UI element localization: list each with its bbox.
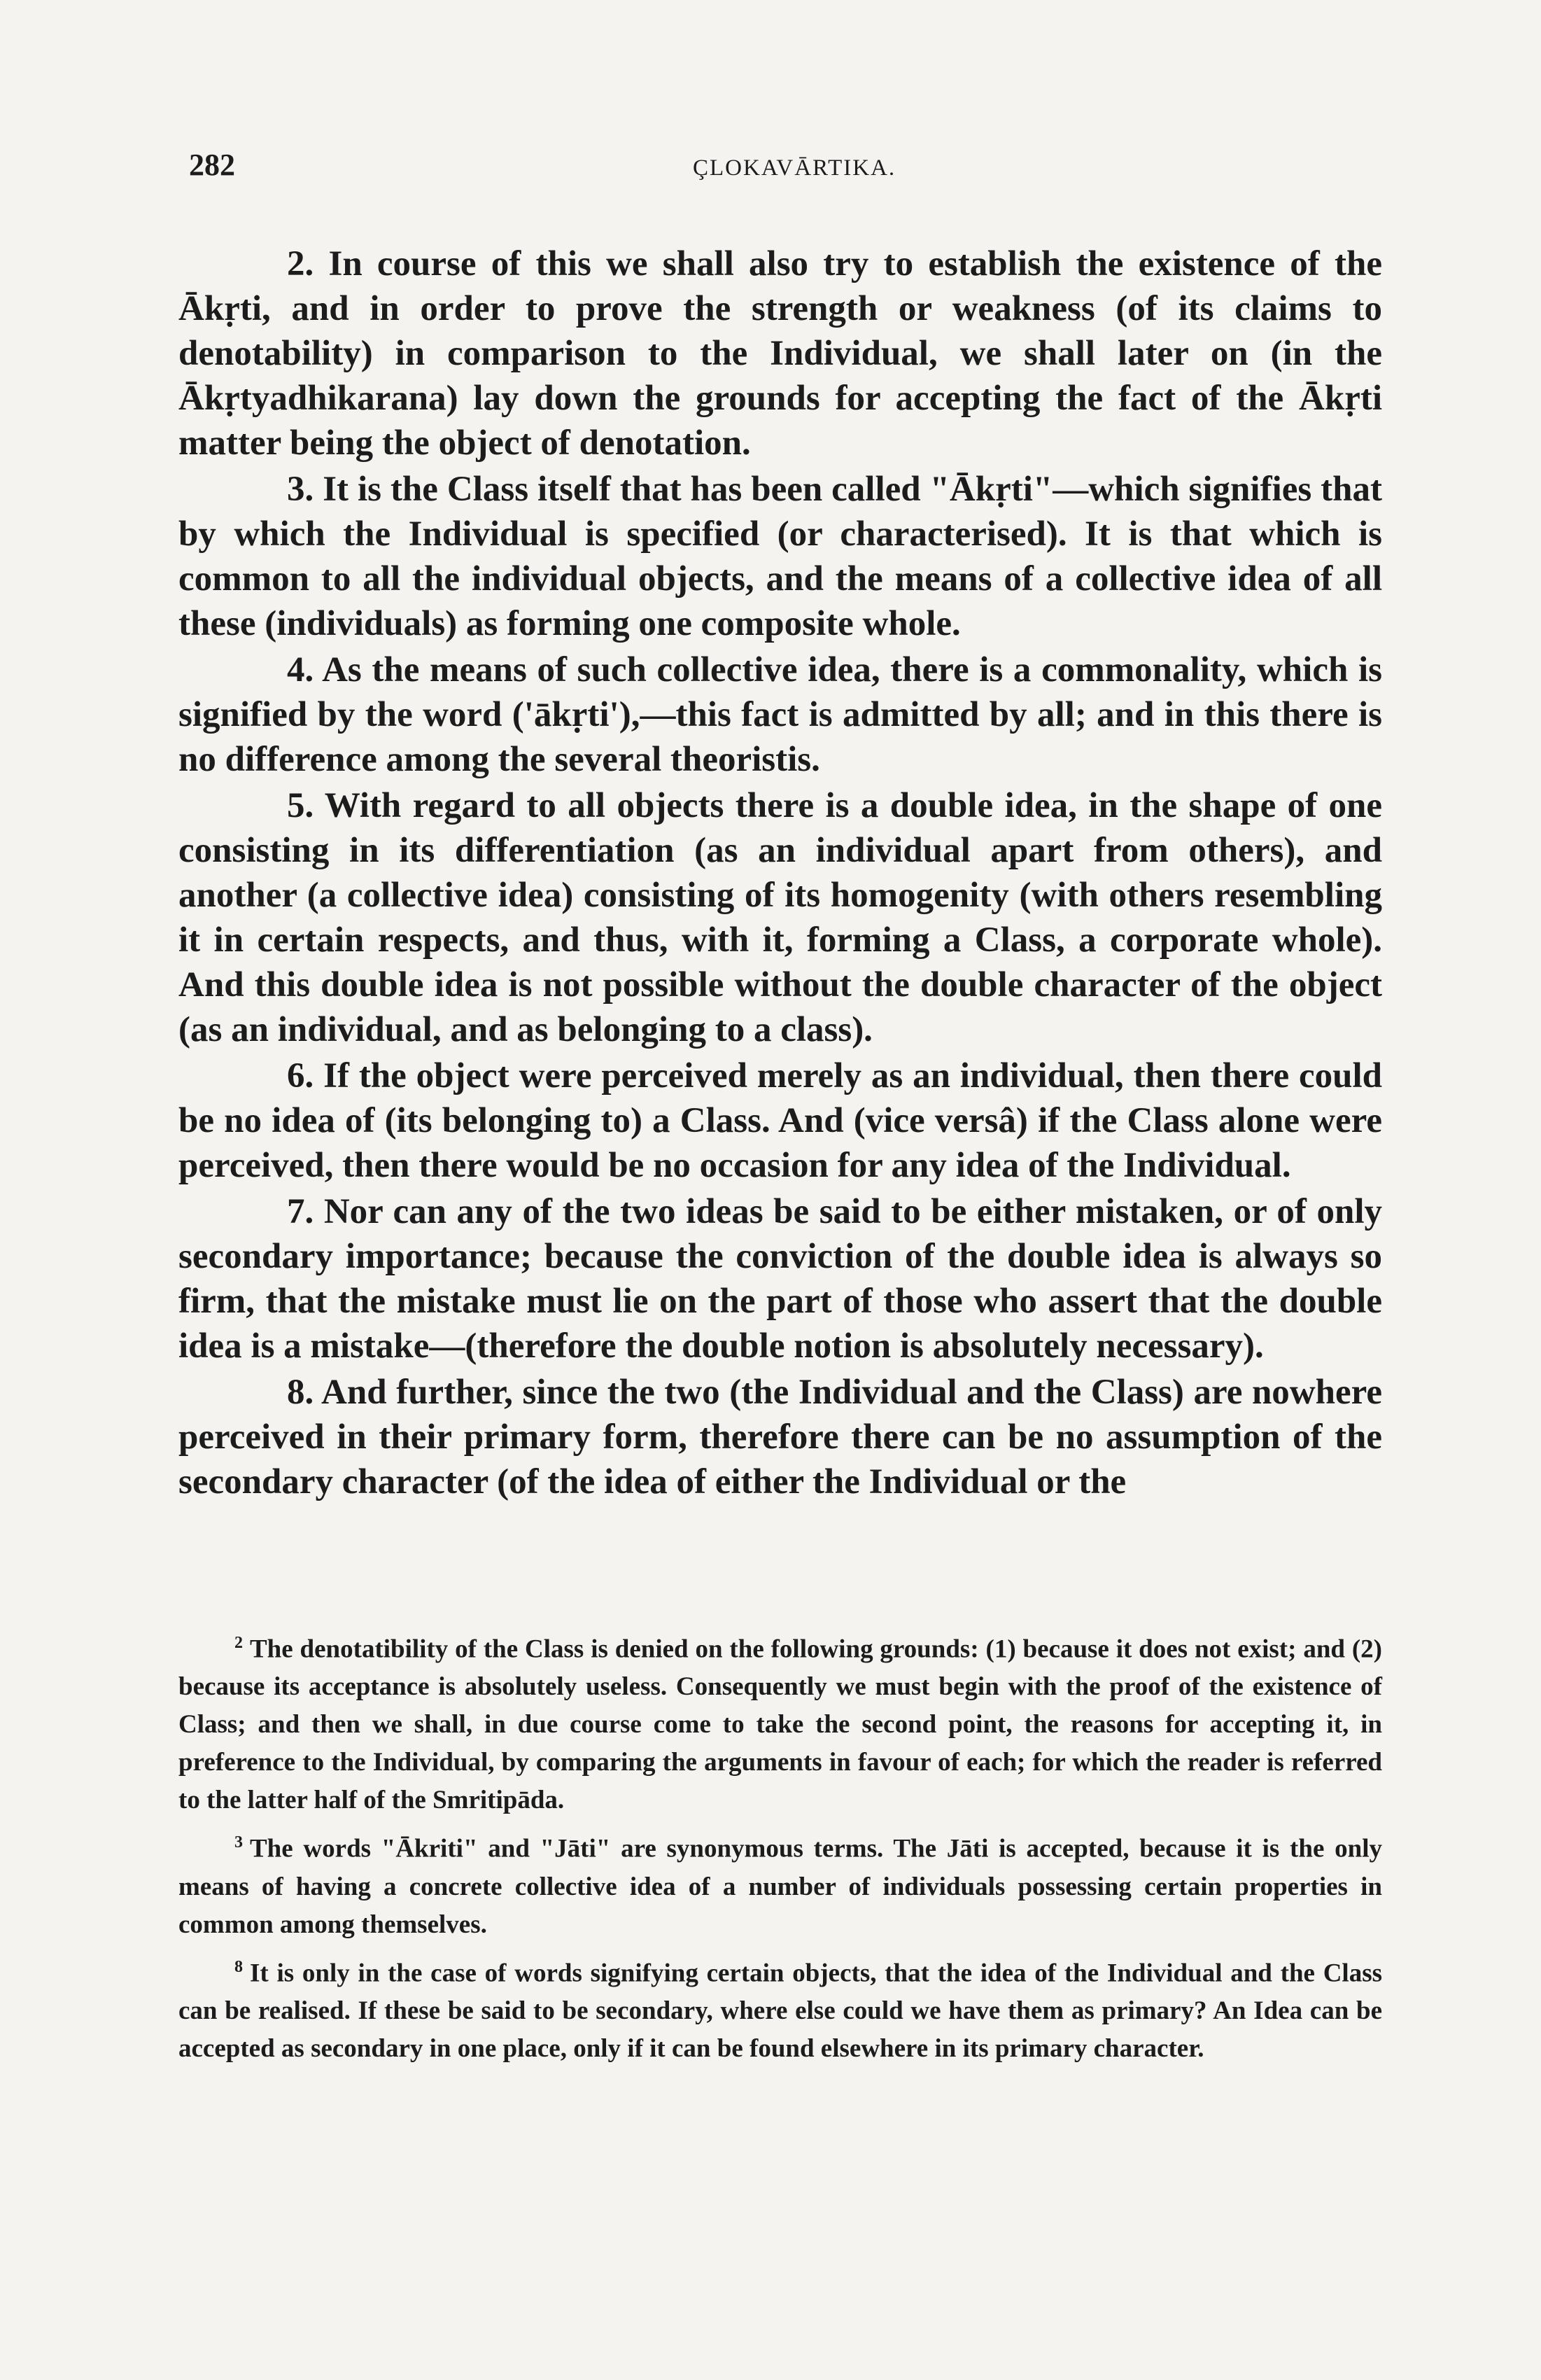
footnote bbox=[178, 1624, 1382, 1819]
paragraph-2: 2. In course of this we shall also try to establish the existence of the Ākṛti, and in order to prove the strength or weakness (of its claims to denotability) in comparison to the Individual, we shall later on (in the Ākṛtyadhikarana) lay down the grounds for accepting the fact of the Ākṛti matter being the object of denotation. bbox=[178, 244, 1382, 463]
paragraph-8: 8. And further, since the two (the Individual and the Class) are nowhere perceived in their primary form, therefore there can be no assumption of the secondary character (of the idea of either the Individual or the bbox=[178, 1373, 1382, 1502]
footnote bbox=[178, 1823, 1382, 1943]
running-head: ÇLOKAVĀRTIKA. bbox=[693, 155, 896, 181]
main-text bbox=[178, 241, 1382, 1504]
page-number: 282 bbox=[189, 148, 235, 182]
footnote-text: It is only in the case of words signifying certain objects, that the idea of the Individual and the Class can be realised. If these be said to be secondary, where else could we have them as primary? An Idea can be accepted as secondary in one place, only if it can be found elsewhere in its primary character. bbox=[178, 1958, 1382, 2063]
footnote-marker: 2 bbox=[234, 1634, 243, 1652]
paragraph-7: 7. Nor can any of the two ideas be said to be either mistaken, or of only secondary importance; because the conviction of the double idea is always so firm, that the mistake must lie on the part of those who assert that the double idea is a mistake—(therefore the double notion is absolutely necessary). bbox=[178, 1192, 1382, 1366]
footnote-text: The words "Ākriti" and "Jāti" are synonymous terms. The Jāti is accepted, because it is the only means of having a concrete collective idea of a number of individuals possessing certain properties in common among themselves. bbox=[178, 1834, 1382, 1939]
footnote-marker: 3 bbox=[234, 1833, 243, 1852]
paragraph-4: 4. As the means of such collective idea, there is a commonality, which is signified by the word ('ākṛti'),—this fact is admitted by all; and in this there is no difference among the several theoristis. bbox=[178, 650, 1382, 779]
page-header bbox=[189, 147, 1379, 196]
paragraph-5: 5. With regard to all objects there is a double idea, in the shape of one consisting in its differentiation (as an individual apart from others), and another (a collective idea) consisting of its homogenity (with others resembling it in certain respects, and thus, with it, forming a Class, a corporate whole). And this double idea is not possible without the double character of the object (as an individual, and as belonging to a class). bbox=[178, 786, 1382, 1049]
footnote bbox=[178, 1948, 1382, 2068]
paragraph-3: 3. It is the Class itself that has been called "Ākṛti"—which signifies that by which the Individual is specified (or characterised). It is that which is common to all the individual objects, and the means of a collective idea of all these (individuals) as forming one composite whole. bbox=[178, 470, 1382, 643]
footnote-text: The denotatibility of the Class is denied on the following grounds: (1) because it does not exist; and (2) because its acceptance is absolutely useless. Consequently we must begin with the proof of the existence of Class; and then we shall, in due course come to take the second point, the reasons for accepting it, in preference to the Individual, by comparing the arguments in favour of each; for which the reader is referred to the latter half of the Smritipāda. bbox=[178, 1634, 1382, 1815]
paragraph-6: 6. If the object were perceived merely as an individual, then there could be no idea of (its belonging to) a Class. And (vice versâ) if the Class alone were perceived, then there would be no occasion for any idea of the Individual. bbox=[178, 1056, 1382, 1185]
footnotes bbox=[178, 1624, 1382, 2072]
footnote-marker: 8 bbox=[234, 1957, 243, 1976]
